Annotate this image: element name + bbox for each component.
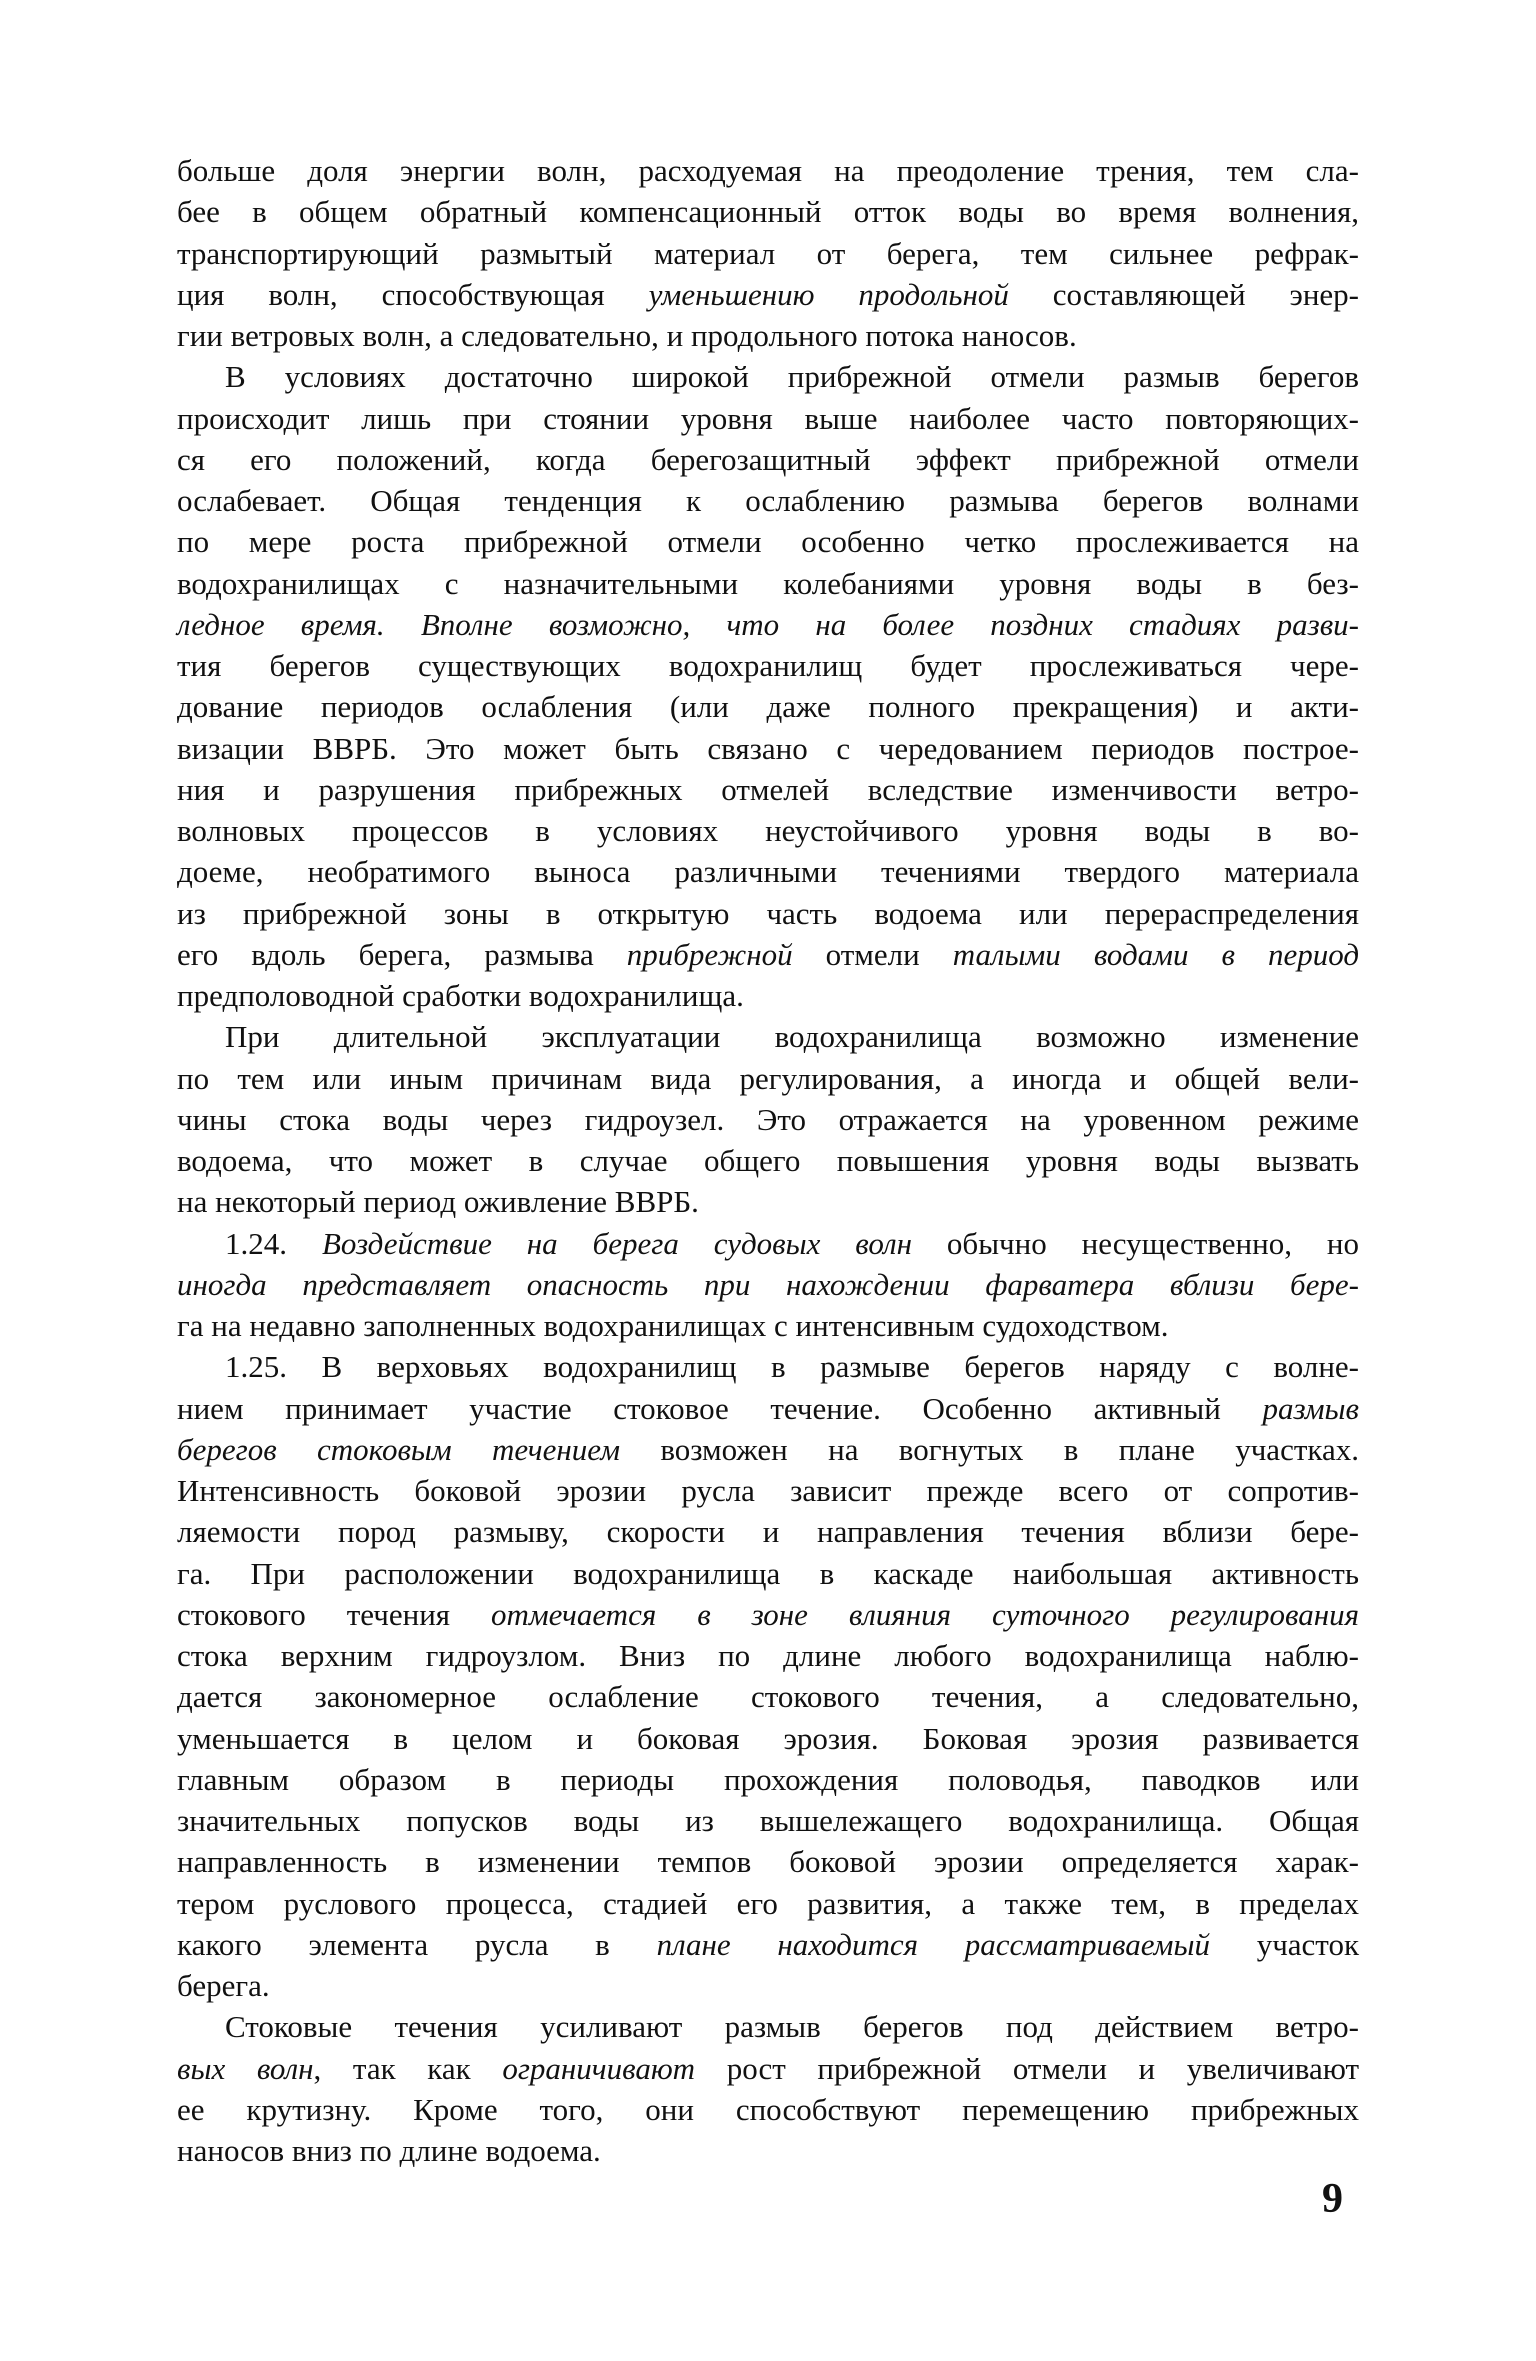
italic-text-segment: плане находится рассматриваемый [656, 1926, 1210, 1962]
text-line [177, 604, 1359, 645]
text-segment: тером руслового процесса, стадией его развития, а также тем, в пределах [177, 1885, 1359, 1921]
italic-text-segment: вых волн [177, 2050, 314, 2086]
page-body-text [177, 150, 1359, 2171]
text-line [177, 1511, 1359, 1552]
text-segment: берега. [177, 1968, 270, 2003]
text-segment: участок [1209, 1926, 1360, 1962]
text-line [177, 1388, 1359, 1429]
text-line [177, 398, 1359, 439]
text-line [177, 315, 1359, 356]
text-segment: тия берегов существующих водохранилищ будет прослеживаться чере- [177, 648, 1359, 683]
italic-text-segment: берегов стоковым течением [177, 1431, 620, 1467]
text-line [177, 975, 1359, 1016]
italic-text-segment: ограничивают [502, 2050, 696, 2086]
text-segment: из прибрежной зоны в открытую часть водоема или перераспределения [177, 895, 1359, 931]
text-segment: составляющей энер- [1008, 276, 1359, 312]
text-segment: рост прибрежной отмели и увеличивают [695, 2050, 1359, 2086]
text-segment: чины стока воды через гидроузел. Это отражается на уровенном режиме [177, 1101, 1359, 1137]
text-segment: обычно несущественно, но [911, 1225, 1360, 1261]
text-segment: Интенсивность боковой эрозии русла зависит прежде всего от сопротив- [177, 1473, 1359, 1508]
text-line [177, 645, 1359, 686]
text-segment: стока верхним гидроузлом. Вниз по длине любого водохранилища наблю- [177, 1638, 1359, 1673]
text-line [177, 769, 1359, 810]
text-segment: дование периодов ослабления (или даже полного прекращения) и акти- [177, 689, 1359, 725]
paragraph [177, 1346, 1359, 2006]
text-segment: ее крутизну. Кроме того, они способствуют перемещению прибрежных [177, 2091, 1359, 2127]
text-line [177, 1883, 1359, 1924]
text-line [177, 1841, 1359, 1882]
text-segment: предполоводной сработки водохранилища. [177, 978, 744, 1013]
text-segment: визации ВВРБ. Это может быть связано с чередованием периодов построе- [177, 730, 1359, 766]
text-segment: дается закономерное ослабление стокового течения, а следовательно, [177, 1679, 1359, 1715]
text-segment: стокового течения [177, 1596, 492, 1632]
text-line [177, 1223, 1359, 1264]
italic-text-segment: Воздействие на берега судовых волн [321, 1225, 912, 1261]
text-segment: В условиях достаточно широкой прибрежной отмели размыв берегов [225, 359, 1359, 395]
text-line [177, 1635, 1359, 1676]
text-line [177, 1016, 1359, 1057]
text-segment: на некоторый период оживление ВВРБ. [177, 1184, 699, 1220]
paragraph [177, 1016, 1359, 1222]
text-segment: водоема, что может в случае общего повышения уровня воды вызвать [177, 1143, 1359, 1178]
text-segment: ляемости пород размыву, скорости и направления течения вблизи бере- [177, 1514, 1359, 1550]
text-line [177, 1429, 1359, 1470]
text-segment: по мере роста прибрежной отмели особенно четко прослеживается на [177, 524, 1359, 560]
text-segment: наносов вниз по длине водоема. [177, 2133, 601, 2168]
text-segment: возможен на вогнутых в плане участках. [619, 1431, 1359, 1467]
text-line [177, 1140, 1359, 1181]
text-segment: гии ветровых волн, а следовательно, и продольного потока наносов. [177, 318, 1077, 353]
text-segment: ния и разрушения прибрежных отмелей вследствие изменчивости ветро- [177, 771, 1359, 807]
text-line [177, 2048, 1359, 2089]
text-segment: нием принимает участие стоковое течение. Особенно активный [177, 1390, 1263, 1426]
italic-text-segment: ледное время. Вполне возможно, что на более поздних стадиях разви- [177, 606, 1359, 642]
text-line [177, 1965, 1359, 2006]
text-line [177, 563, 1359, 604]
italic-text-segment: прибрежной [626, 936, 793, 972]
text-line [177, 1594, 1359, 1635]
text-line [177, 686, 1359, 727]
text-line [177, 233, 1359, 274]
text-segment: , так как [313, 2050, 503, 2086]
text-segment: направленность в изменении темпов боковой эрозии определяется харак- [177, 1844, 1359, 1880]
text-line [177, 1305, 1359, 1346]
text-line [177, 851, 1359, 892]
text-line [177, 356, 1359, 397]
text-segment: транспортирующий размытый материал от берега, тем сильнее рефрак- [177, 235, 1359, 271]
text-segment: уменьшается в целом и боковая эрозия. Боковая эрозия развивается [177, 1720, 1359, 1756]
text-line [177, 893, 1359, 934]
text-line [177, 1264, 1359, 1305]
text-line [177, 1553, 1359, 1594]
text-line [177, 480, 1359, 521]
paragraph [177, 1223, 1359, 1347]
text-segment: по тем или иным причинам вида регулирования, а иногда и общей вели- [177, 1060, 1359, 1096]
text-line [177, 1181, 1359, 1222]
text-line [177, 810, 1359, 851]
text-segment: ция волн, способствующая [177, 276, 649, 312]
text-segment: значительных попусков воды из вышележащего водохранилища. Общая [177, 1803, 1359, 1838]
text-line [177, 2130, 1359, 2171]
text-segment: ся его положений, когда берегозащитный эффект прибрежной отмели [177, 441, 1359, 477]
text-segment: водохранилищах с назначительными колебаниями уровня воды в без- [177, 565, 1359, 601]
italic-text-segment: иногда представляет опасность при нахождении фарватера вблизи бере- [177, 1266, 1359, 1302]
text-line [177, 1346, 1359, 1387]
text-line [177, 1099, 1359, 1140]
text-line [177, 1718, 1359, 1759]
text-segment: Стоковые течения усиливают размыв берегов под действием ветро- [225, 2009, 1359, 2045]
text-line [177, 1924, 1359, 1965]
text-line [177, 191, 1359, 232]
text-segment: доеме, необратимого выноса различными течениями твердого материала [177, 854, 1359, 890]
italic-text-segment: уменьшению продольной [648, 276, 1009, 312]
paragraph [177, 150, 1359, 356]
text-segment: га. При расположении водохранилища в каскаде наибольшая активность [177, 1555, 1359, 1591]
italic-text-segment: размыв [1262, 1390, 1359, 1426]
text-line [177, 1470, 1359, 1511]
text-line [177, 2006, 1359, 2047]
italic-text-segment: талыми водами в период [952, 936, 1360, 972]
italic-text-segment: отмечается в зоне влияния суточного регулирования [491, 1596, 1360, 1632]
text-segment: отмели [792, 936, 953, 972]
text-segment: ослабевает. Общая тенденция к ослаблению размыва берегов волнами [177, 483, 1359, 518]
text-line [177, 150, 1359, 191]
text-line [177, 934, 1359, 975]
text-line [177, 1800, 1359, 1841]
text-segment: его вдоль берега, размыва [177, 936, 627, 972]
text-line [177, 1676, 1359, 1717]
text-line [177, 1058, 1359, 1099]
text-segment: 1.24. [225, 1225, 322, 1261]
text-segment: происходит лишь при стоянии уровня выше наиболее часто повторяющих- [177, 400, 1359, 436]
text-line [177, 728, 1359, 769]
text-line [177, 2089, 1359, 2130]
text-segment: 1.25. В верховьях водохранилищ в размыве берегов наряду с волне- [225, 1349, 1359, 1385]
page-number: 9 [1322, 2176, 1343, 2222]
text-line [177, 1759, 1359, 1800]
text-segment: главным образом в периоды прохождения половодья, паводков или [177, 1761, 1359, 1797]
text-line [177, 439, 1359, 480]
paragraph [177, 356, 1359, 1016]
text-segment: какого элемента русла в [177, 1926, 657, 1962]
text-line [177, 521, 1359, 562]
paragraph [177, 2006, 1359, 2171]
text-segment: бее в общем обратный компенсационный отток воды во время волнения, [177, 194, 1359, 230]
text-segment: При длительной эксплуатации водохранилища возможно изменение [225, 1019, 1359, 1055]
text-segment: га на недавно заполненных водохранилищах с интенсивным судоходством. [177, 1308, 1169, 1343]
text-segment: больше доля энергии волн, расходуемая на преодоление трения, тем сла- [177, 153, 1359, 188]
text-segment: волновых процессов в условиях неустойчивого уровня воды в во- [177, 813, 1359, 848]
text-line [177, 274, 1359, 315]
